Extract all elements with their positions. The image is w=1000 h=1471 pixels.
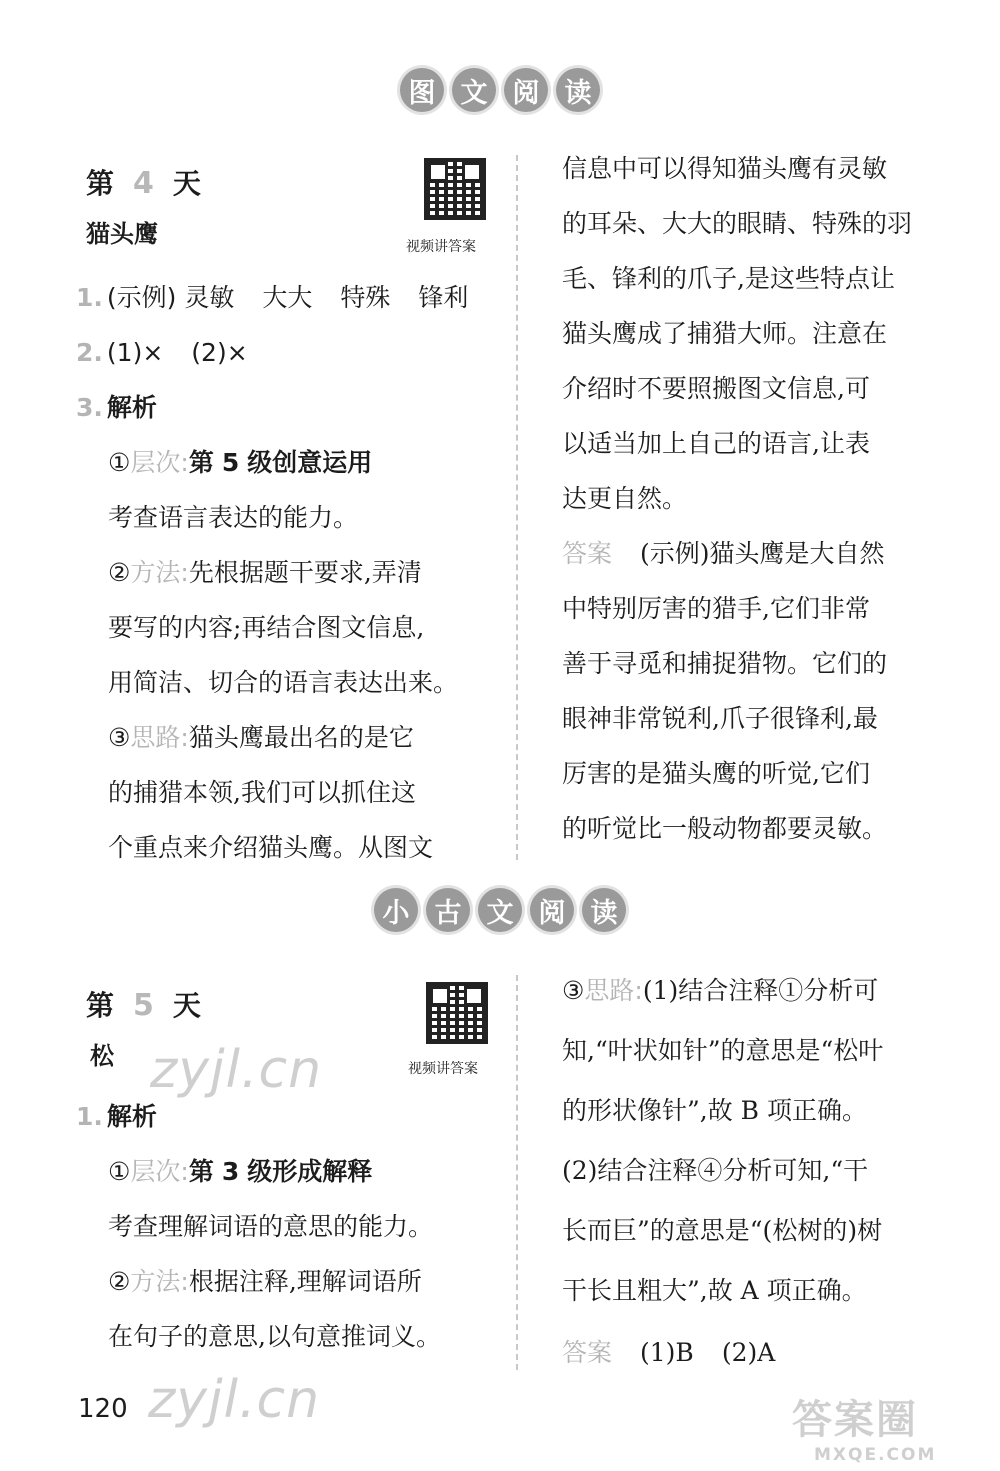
watermark: zyjl.cn <box>150 1040 323 1100</box>
answer-text: (示例) 灵敏 <box>106 283 235 312</box>
circled-number: ② <box>108 1267 131 1296</box>
column-divider <box>516 155 518 860</box>
answer-word: 大大 <box>262 283 313 312</box>
banner-char: 文 <box>478 888 522 932</box>
circled-number: ① <box>108 448 131 477</box>
circled-number: ② <box>108 558 131 587</box>
question-number: 1. <box>76 1102 103 1131</box>
question-number: 3. <box>76 393 103 422</box>
analysis-tag: 方法: <box>130 1267 189 1296</box>
text-line: 毛、锋利的爪子,是这些特点让 <box>562 264 895 293</box>
section-banner-classical-reading <box>0 888 1000 932</box>
text-span: 先根据题干要求,弄清 <box>188 558 422 587</box>
banner-char: 小 <box>374 888 418 932</box>
banner-char: 文 <box>452 68 496 112</box>
column-divider <box>516 975 518 1370</box>
day-prefix: 第 <box>86 989 116 1022</box>
circled-number: ① <box>108 1157 131 1186</box>
qr-code-icon[interactable] <box>424 158 486 220</box>
analysis-tag: 思路: <box>584 976 643 1005</box>
qr-label: 视频讲答案 <box>408 1061 478 1077</box>
text-line: 的耳朵、大大的眼睛、特殊的羽 <box>562 209 913 238</box>
site-logo <box>792 1388 972 1468</box>
text-line: 中特别厉害的猎手,它们非常 <box>562 594 870 623</box>
text-line: 的听觉比一般动物都要灵敏。 <box>562 814 888 843</box>
analysis-method-line <box>108 558 422 588</box>
logo-url: MXQE.COM <box>814 1445 937 1465</box>
text-line: 长而巨”的意思是“(松树的)树 <box>562 1216 883 1245</box>
analysis-thought-line <box>562 976 878 1006</box>
answer-text: (1)B <box>640 1338 694 1367</box>
answer-word: 锋利 <box>418 283 469 312</box>
text-line: 用简洁、切合的语言表达出来。 <box>108 668 459 697</box>
level-text: 级创意运用 <box>247 448 373 477</box>
text-line: 的捕猎本领,我们可以抓住这 <box>108 778 416 807</box>
text-line: (2)结合注释④分析可知,“干 <box>562 1156 869 1185</box>
banner-char: 读 <box>556 68 600 112</box>
day-number: 5 <box>133 988 155 1023</box>
analysis-method-line <box>108 1267 422 1297</box>
day-prefix: 第 <box>86 167 116 200</box>
text-line: 知,“叶状如针”的意思是“松叶 <box>562 1036 884 1065</box>
question-1 <box>76 283 468 313</box>
day-4-title <box>86 162 202 202</box>
text-span: (1)结合注释①分析可 <box>642 976 879 1005</box>
text-line: 考查理解词语的意思的能力。 <box>108 1212 434 1241</box>
section-banner-picture-reading <box>0 68 1000 112</box>
text-line: 厉害的是猫头鹰的听觉,它们 <box>562 759 870 788</box>
level-text: 第 <box>188 1157 214 1186</box>
banner-char: 古 <box>426 888 470 932</box>
banner-char: 阅 <box>530 888 574 932</box>
text-line: 的形状像针”,故 B 项正确。 <box>562 1096 867 1125</box>
answer-word: 特殊 <box>340 283 391 312</box>
watermark: zyjl.cn <box>148 1370 321 1430</box>
level-number: 5 <box>221 448 240 477</box>
day-number: 4 <box>133 166 155 201</box>
text-span: 根据注释,理解词语所 <box>188 1267 422 1296</box>
analysis-tag: 层次: <box>130 1157 189 1186</box>
banner-char: 图 <box>400 68 444 112</box>
answer-tag: 答案 <box>562 539 613 568</box>
question-3 <box>76 393 157 423</box>
question-2 <box>76 338 248 368</box>
day-5-subtitle: 松 <box>90 1042 114 1070</box>
level-text: 级形成解释 <box>247 1157 373 1186</box>
answer-text: (2)A <box>721 1338 776 1367</box>
analysis-level-line <box>108 1157 372 1187</box>
text-line: 善于寻觅和捕捉猎物。它们的 <box>562 649 888 678</box>
banner-char: 阅 <box>504 68 548 112</box>
page-number: 120 <box>78 1394 128 1424</box>
text-line: 介绍时不要照搬图文信息,可 <box>562 374 870 403</box>
question-number: 2. <box>76 338 103 367</box>
day-suffix: 天 <box>172 989 202 1022</box>
answer-text: (2)× <box>191 338 248 367</box>
question-number: 1. <box>76 283 103 312</box>
banner-char: 读 <box>582 888 626 932</box>
analysis-thought-line <box>108 723 414 753</box>
analysis-tag: 方法: <box>130 558 189 587</box>
answer-line <box>562 539 885 569</box>
answer-line <box>562 1338 775 1368</box>
analysis-level-line <box>108 448 372 478</box>
qr-code-icon[interactable] <box>426 982 488 1044</box>
circled-number: ③ <box>108 723 131 752</box>
qr-label: 视频讲答案 <box>406 239 476 255</box>
analysis-label: 解析 <box>106 1102 157 1131</box>
text-span: (示例)猫头鹰是大自然 <box>640 539 885 568</box>
day-5-title <box>86 984 202 1024</box>
level-text: 第 <box>188 448 214 477</box>
text-line: 猫头鹰成了捕猎大师。注意在 <box>562 319 888 348</box>
text-line: 考查语言表达的能力。 <box>108 503 359 532</box>
question-1 <box>76 1102 157 1132</box>
text-line: 个重点来介绍猫头鹰。从图文 <box>108 833 434 862</box>
analysis-label: 解析 <box>106 393 157 422</box>
day-4-subtitle: 猫头鹰 <box>86 220 158 248</box>
text-line: 在句子的意思,以句意推词义。 <box>108 1322 441 1351</box>
text-line: 干长且粗大”,故 A 项正确。 <box>562 1276 867 1305</box>
answer-text: (1)× <box>106 338 164 367</box>
text-line: 以适当加上自己的语言,让表 <box>562 429 870 458</box>
analysis-tag: 思路: <box>130 723 189 752</box>
text-line: 达更自然。 <box>562 484 688 513</box>
level-number: 3 <box>221 1157 240 1186</box>
text-line: 要写的内容;再结合图文信息, <box>108 613 425 642</box>
answer-tag: 答案 <box>562 1338 613 1367</box>
circled-number: ③ <box>562 976 585 1005</box>
day-suffix: 天 <box>172 167 202 200</box>
text-span: 猫头鹰最出名的是它 <box>188 723 414 752</box>
text-line: 信息中可以得知猫头鹰有灵敏 <box>562 154 888 183</box>
logo-text: 答案圈 <box>792 1397 918 1443</box>
text-line: 眼神非常锐利,爪子很锋利,最 <box>562 704 878 733</box>
analysis-tag: 层次: <box>130 448 189 477</box>
